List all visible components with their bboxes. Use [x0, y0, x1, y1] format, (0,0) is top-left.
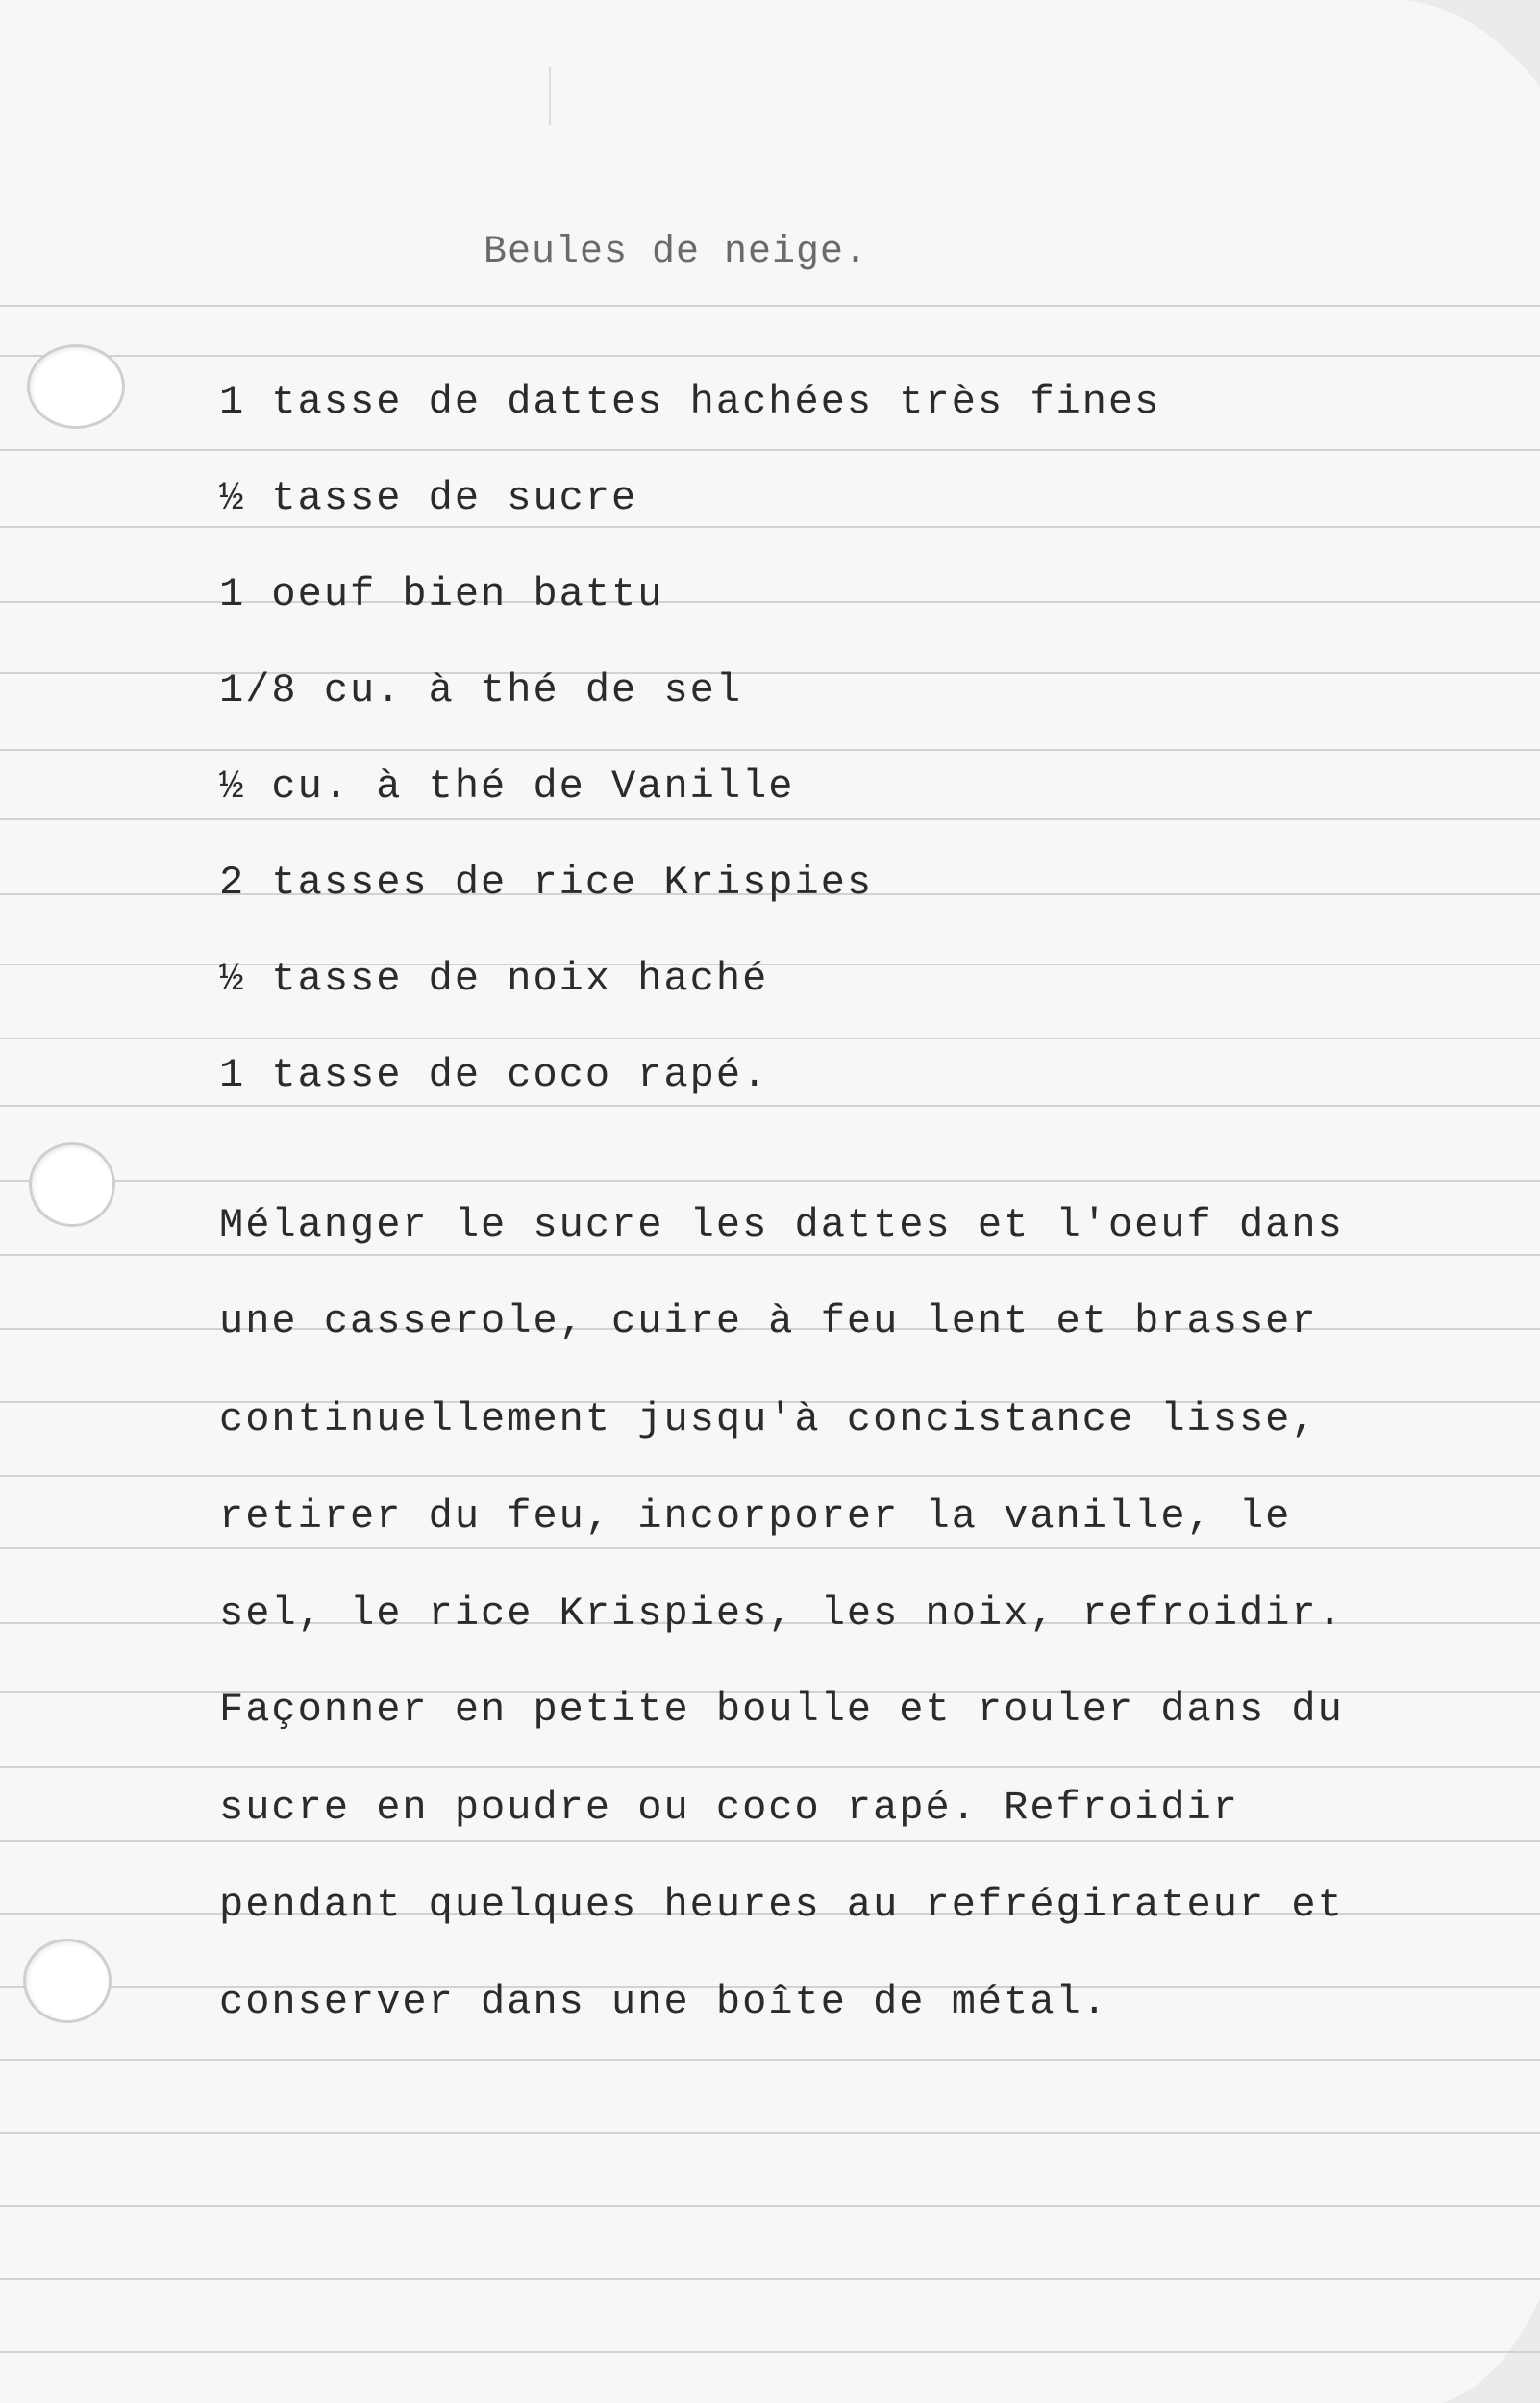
instruction-line: conserver dans une boîte de métal. — [219, 1979, 1108, 2025]
instruction-line: pendant quelques heures au refrégirateur et — [219, 1882, 1344, 1928]
instruction-line: continuellement jusqu'à concistance lisse, — [219, 1396, 1318, 1442]
instruction-line: Façonner en petite boulle et rouler dans du — [219, 1687, 1344, 1733]
ingredient-line: 1/8 cu. à thé de sel — [219, 667, 743, 713]
instruction-line: sel, le rice Krispies, les noix, refroidir. — [219, 1590, 1344, 1637]
recipe-title: Beules de neige. — [484, 231, 869, 274]
instruction-line: une casserole, cuire à feu lent et brasser — [219, 1298, 1318, 1344]
ingredient-line: 1 tasse de dattes hachées très fines — [219, 379, 1161, 425]
instruction-line: sucre en poudre ou coco rapé. Refroidir — [219, 1785, 1239, 1831]
punch-hole-top — [27, 344, 125, 429]
instruction-line: retirer du feu, incorporer la vanille, le — [219, 1493, 1292, 1539]
ingredient-line: 1 tasse de coco rapé. — [219, 1052, 769, 1098]
punch-hole-bottom — [23, 1939, 112, 2023]
ingredient-line: ½ tasse de noix haché — [219, 956, 769, 1002]
ingredient-line: 2 tasses de rice Krispies — [219, 860, 874, 906]
ingredient-line: ½ cu. à thé de Vanille — [219, 763, 795, 810]
instruction-line: Mélanger le sucre les dattes et l'oeuf dans — [219, 1202, 1344, 1248]
ingredient-line: ½ tasse de sucre — [219, 475, 638, 521]
punch-hole-middle — [29, 1142, 115, 1227]
ingredient-line: 1 oeuf bien battu — [219, 571, 664, 617]
